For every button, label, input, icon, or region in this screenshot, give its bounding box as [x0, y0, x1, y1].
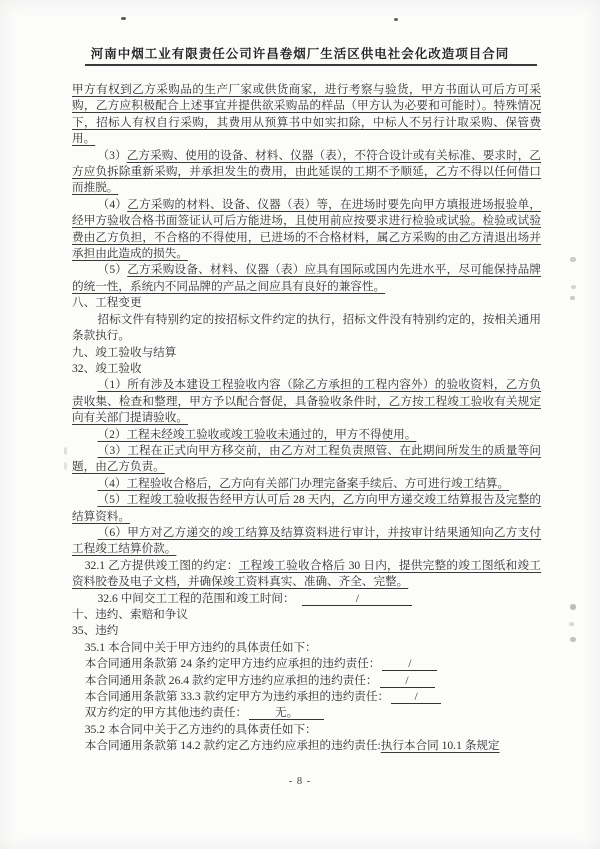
paragraph [72, 345, 541, 361]
contract-title: 河南中烟工业有限责任公司许昌卷烟厂生活区供电社会化改造项目合同 [90, 47, 510, 61]
text-segment: 乙方采购的材料、设备、仪器（表）等，在进场时要先向甲方填报进场报验单，经甲方验收合格书面签证认可后方能进场，且使用前应按要求进行检验或试验。检验或试验费由乙方负担，不合格的不得使用，已进场的不合格材料，属乙方采购的由乙方清退出场并承担由此造成的损失。 [72, 197, 541, 261]
text-segment: 甲方有权到乙方采购品的生产厂家或供货商家，进行考察与验货，甲方书面认可后方可采购，乙方应积极配合上述事宜并提供欲采购品的样品（甲方认为必要和可能时）。特殊情况下，招标人有权自行采购，其费用从预算书中如实扣除，中标人不另行计取采购、保管费用。 [72, 83, 541, 146]
paragraph [72, 722, 541, 738]
paragraph [72, 262, 541, 295]
text-segment: 乙方采购设备、材料、仪器（表）应具有国际或国内先进水平，尽可能保持品牌的统一性，系统内不同品牌的产品之间应具有良好的兼容性。 [72, 263, 541, 293]
paragraph [72, 673, 541, 689]
scan-speck [569, 622, 574, 626]
paragraph [72, 443, 541, 476]
text-segment: 执行本合同 10.1 条规定 [380, 739, 500, 753]
paragraph [72, 656, 541, 672]
text-segment: 35.1 本合同中关于甲方违约的具体责任如下： [84, 640, 317, 654]
scan-speck [64, 447, 67, 455]
text-segment: （2）工程未经竣工验收或竣工验收未通过的，甲方不得使用。 [97, 427, 417, 441]
scan-speck [570, 637, 576, 642]
text-segment: （5） [97, 263, 128, 277]
header-divider [85, 64, 537, 66]
paragraph [72, 525, 541, 558]
scan-speck [570, 604, 576, 610]
text-segment: 本合同通用条款第 24 条约定甲方违约应承担的违约责任： [84, 657, 381, 671]
text-segment: （6）甲方对乙方递交的竣工结算及结算资料进行审计，并按审计结果通知向乙方支付工程竣工结算价款。 [72, 525, 541, 556]
text-segment: 32.6 中间交工工程的范围和竣工时间： [97, 591, 301, 605]
paragraph [72, 361, 541, 377]
paragraph [72, 427, 541, 443]
text-segment: 工程竣工验收合格后 30 日内，提供完整的竣工图纸和竣工资料胶卷及电子文档，并确保竣工资料真实、准确、齐全、完整。 [72, 558, 541, 589]
text-segment: 双方约定的甲方其他违约责任： [84, 706, 248, 720]
scan-speck [121, 17, 126, 20]
text-segment: 本合同通用条款 26.4 款约定甲方违约应承担的违约责任： [84, 673, 378, 687]
fill-in-blank: / [302, 592, 412, 606]
paragraph [72, 607, 541, 623]
text-segment: （3）工程在正式向甲方移交前，由乙方对工程负责照管、在此期间所发生的质量等问题，由乙方负责。 [72, 443, 541, 474]
text-segment: 乙方采购、使用的设备、材料、仪器（表），不符合设计或有关标准、要求时，乙方应负拆除重新采购，并承担发生的费用，由此延误的工期不予顺延，乙方不得以任何借口而推脱。 [72, 148, 541, 195]
paragraph [72, 591, 541, 607]
text-segment: （4） [97, 197, 128, 211]
text-segment: 32、竣工验收 [72, 361, 142, 375]
text-segment: 32.1 乙方提供竣工图的约定： [84, 558, 239, 572]
scan-speck [394, 18, 398, 21]
paragraph [72, 377, 541, 426]
text-segment: 招标文件有特别约定的按招标文件约定的执行，招标文件没有特别约定的，按相关通用条款执行。 [72, 312, 541, 343]
document-body [72, 82, 541, 755]
text-segment: 八、工程变更 [72, 296, 142, 310]
paragraph [72, 492, 541, 525]
paragraph [72, 558, 541, 591]
text-segment: 十、违约、索赔和争议 [72, 608, 188, 621]
scan-speck [570, 257, 576, 262]
fill-in-blank: / [391, 690, 441, 704]
paragraph [72, 738, 541, 754]
text-segment: （3） [97, 148, 127, 162]
paragraph [72, 148, 541, 197]
paragraph [72, 689, 541, 705]
text-segment: （5）工程竣工验收报告经甲方认可后 28 天内，乙方向甲方递交竣工结算报告及完整的结算资料。 [72, 493, 541, 523]
paragraph [72, 82, 541, 148]
fill-in-blank: / [380, 674, 435, 688]
scan-speck [64, 462, 67, 470]
text-segment: 35、违约 [72, 624, 119, 638]
page-number: - 8 - [288, 776, 312, 787]
paragraph [72, 197, 541, 263]
paragraph [72, 623, 541, 639]
fill-in-blank: / [382, 657, 437, 671]
fill-in-blank: 无。 [249, 706, 324, 720]
text-segment: （4）工程验收合格后，乙方向有关部门办理完备案手续后、方可进行竣工结算。 [97, 476, 510, 490]
scan-speck [570, 296, 575, 300]
paragraph [72, 640, 541, 656]
text-segment: 本合同通用条款第 14.2 款约定乙方违约应承担的违约责任: [84, 739, 381, 753]
paragraph [72, 312, 541, 345]
text-segment: 本合同通用条款第 33.3 款约定甲方为违约承担的违约责任： [84, 690, 390, 704]
paragraph [72, 295, 541, 311]
text-segment: 九、竣工验收与结算 [72, 345, 177, 359]
text-segment: 35.2 本合同中关于乙方违约的具体责任如下： [84, 722, 317, 736]
text-segment: （1）所有涉及本建设工程验收内容（除乙方承担的工程内容外）的验收资料，乙方负责收集、检查和整理，甲方予以配合督促，具备验收条件时，乙方按工程竣工验收有关规定向有关部门提请验收。 [72, 378, 541, 425]
paragraph [72, 705, 541, 721]
scan-speck [571, 285, 576, 289]
paragraph [72, 476, 541, 492]
